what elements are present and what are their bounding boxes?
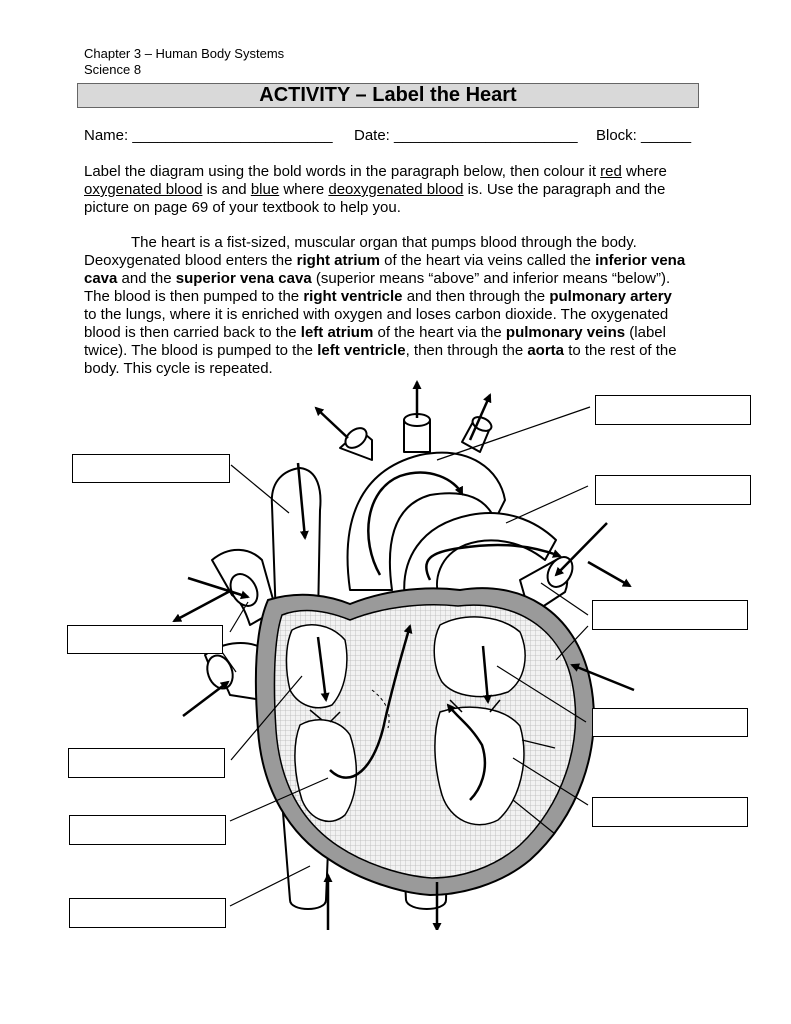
paragraph-text: blood is then carried back to the xyxy=(84,324,301,341)
term-pulmonary-artery: pulmonary artery xyxy=(549,288,672,305)
blue-keyword: blue xyxy=(250,181,280,198)
course-line: Science 8 xyxy=(84,62,142,77)
block-field[interactable]: Block: ______ xyxy=(596,127,692,144)
label-box[interactable] xyxy=(595,475,751,505)
paragraph-text: (label xyxy=(625,324,666,341)
worksheet-header xyxy=(84,46,284,78)
label-box[interactable] xyxy=(592,797,748,827)
name-field[interactable]: Name: ________________________ xyxy=(84,127,333,144)
date-field[interactable]: Date: ______________________ xyxy=(354,127,578,144)
paragraph-text: and the xyxy=(117,270,176,287)
instruction-text: picture on page 69 of your textbook to help you. xyxy=(84,199,401,216)
leader-line xyxy=(230,602,248,632)
label-box[interactable] xyxy=(595,395,751,425)
instructions xyxy=(84,163,704,217)
instruction-text: is. Use the paragraph and the xyxy=(463,181,666,198)
paragraph-text: , then through the xyxy=(405,342,528,359)
instruction-text: where xyxy=(279,181,329,198)
paragraph-text: The heart is a fist-sized, muscular organ that pumps blood through the body. xyxy=(131,234,637,251)
paragraph-text: Deoxygenated blood enters the xyxy=(84,252,297,269)
term-inferior-vena: inferior vena xyxy=(595,252,686,269)
right-ventricle-chamber xyxy=(295,720,356,822)
right-atrium-chamber xyxy=(286,625,346,708)
deoxygenated-keyword: deoxygenated blood xyxy=(328,181,464,198)
term-aorta: aorta xyxy=(527,342,565,359)
instruction-text: is and xyxy=(202,181,251,198)
label-box[interactable] xyxy=(69,815,226,845)
arrow-icon xyxy=(183,682,228,716)
paragraph-text: of the heart via the xyxy=(373,324,506,341)
paragraph-text: to the lungs, where it is enriched with oxygen and loses carbon dioxide. The oxygenated xyxy=(84,306,669,323)
label-box[interactable] xyxy=(72,454,230,483)
arrow-icon xyxy=(588,562,630,586)
oxygenated-keyword: oxygenated blood xyxy=(84,181,203,198)
instruction-text: where xyxy=(621,163,667,180)
label-box[interactable] xyxy=(68,748,225,778)
term-left-atrium: left atrium xyxy=(300,324,374,341)
paragraph-text: The blood is then pumped to the xyxy=(84,288,304,305)
paragraph-text: (superior means “above” and inferior means “below”). xyxy=(311,270,671,287)
term-pulmonary-veins: pulmonary veins xyxy=(505,324,626,341)
paragraph-text: body. This cycle is repeated. xyxy=(84,360,273,377)
activity-title xyxy=(77,83,699,108)
chapter-line: Chapter 3 – Human Body Systems xyxy=(84,46,285,61)
paragraph-text: to the rest of the xyxy=(564,342,677,359)
paragraph-text: twice). The blood is pumped to the xyxy=(84,342,318,359)
label-box[interactable] xyxy=(69,898,226,928)
left-atrium-chamber xyxy=(434,617,525,697)
term-superior-vena-cava: superior vena cava xyxy=(175,270,312,287)
heart-paragraph xyxy=(84,234,710,378)
leader-line xyxy=(506,486,588,523)
term-right-ventricle: right ventricle xyxy=(303,288,403,305)
paragraph-text: and then through the xyxy=(402,288,550,305)
term-cava: cava xyxy=(84,270,118,287)
instruction-text: Label the diagram using the bold words in the paragraph below, then colour it xyxy=(84,163,601,180)
red-keyword: red xyxy=(600,163,622,180)
term-right-atrium: right atrium xyxy=(296,252,380,269)
label-box[interactable] xyxy=(592,708,748,737)
label-box[interactable] xyxy=(592,600,748,630)
title-text: ACTIVITY – Label the Heart xyxy=(259,84,517,106)
arrow-icon xyxy=(316,408,348,438)
paragraph-text: of the heart via veins called the xyxy=(380,252,596,269)
term-left-ventricle: left ventricle xyxy=(317,342,406,359)
leader-line xyxy=(437,407,590,460)
label-box[interactable] xyxy=(67,625,223,654)
arrow-icon xyxy=(174,590,232,621)
